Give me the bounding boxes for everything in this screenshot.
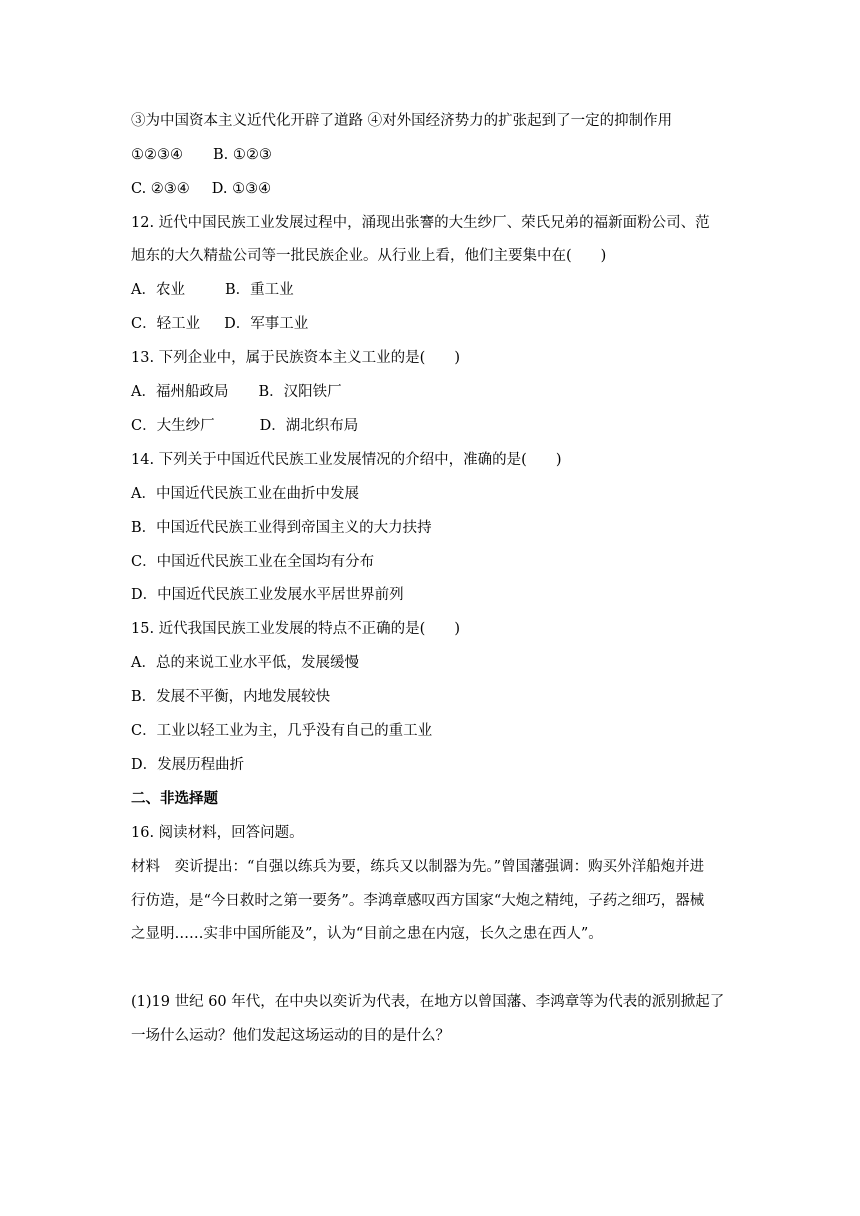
q14-option-c: C．中国近代民族工业在全国均有分布 xyxy=(131,554,375,570)
q12-stem-line-1: 12. 近代中国民族工业发展过程中，涌现出张謇的大生纱厂、荣氏兄弟的福新面粉公司、范 xyxy=(131,215,710,231)
q12-stem-line-2: 旭东的大久精盐公司等一批民族企业。从行业上看，他们主要集中在( ) xyxy=(131,248,607,264)
q13-stem: 13. 下列企业中，属于民族资本主义工业的是( ) xyxy=(131,350,460,366)
q15-stem: 15. 近代我国民族工业发展的特点不正确的是( ) xyxy=(131,621,460,637)
q12-option-c: C．轻工业 xyxy=(131,316,201,332)
q11-options-ab xyxy=(131,145,272,165)
q14-stem: 14. 下列关于中国近代民族工业发展情况的介绍中，准确的是( ) xyxy=(131,452,562,468)
q13-option-c: C．大生纱厂 xyxy=(131,418,215,434)
q16-material-line-1: 材料 奕䜣提出：“自强以练兵为要，练兵又以制器为先。”曾国藩强调：购买外洋船炮并进 xyxy=(131,859,705,875)
q11-option-line-3-4: ③为中国资本主义近代化开辟了道路 ④对外国经济势力的扩张起到了一定的抑制作用 xyxy=(131,113,673,129)
q11-option-a: ①②③④ xyxy=(131,147,183,163)
q11-option-b: B. ①②③ xyxy=(213,147,272,163)
q16-material-line-3: 之显明……实非中国所能及”，认为“目前之患在内寇，长久之患在西人”。 xyxy=(131,926,603,942)
q12-option-d: D．军事工业 xyxy=(224,316,309,332)
q13-option-d: D．湖北织布局 xyxy=(259,418,359,434)
q11-options-cd xyxy=(131,179,271,199)
q14-option-d: D．中国近代民族工业发展水平居世界前列 xyxy=(131,587,404,603)
q14-option-a: A．中国近代民族工业在曲折中发展 xyxy=(131,486,359,502)
section-heading-non-choice: 二、非选择题 xyxy=(131,790,218,807)
q12-option-b: B．重工业 xyxy=(224,282,294,298)
q13-options-ab xyxy=(131,382,342,402)
q12-options-ab xyxy=(131,280,294,300)
q13-option-b: B．汉阳铁厂 xyxy=(258,384,342,400)
q15-option-d: D．发展历程曲折 xyxy=(131,757,245,773)
q16-sub1-line-1: (1)19 世纪 60 年代，在中央以奕䜣为代表，在地方以曾国藩、李鸿章等为代表的派别掀起了 xyxy=(131,994,725,1010)
q13-options-cd xyxy=(131,416,358,436)
q15-option-c: C．工业以轻工业为主，几乎没有自己的重工业 xyxy=(131,723,433,739)
q11-option-d: D. ①③④ xyxy=(211,181,272,197)
q13-option-a: A．福州船政局 xyxy=(131,384,229,400)
q12-option-a: A．农业 xyxy=(131,282,185,298)
q16-stem: 16. 阅读材料，回答问题。 xyxy=(131,825,304,841)
q14-option-b: B．中国近代民族工业得到帝国主义的大力扶持 xyxy=(131,520,432,536)
q12-options-cd xyxy=(131,314,308,334)
q16-sub1-line-2: 一场什么运动？他们发起这场运动的目的是什么？ xyxy=(131,1028,450,1044)
q11-option-c: C. ②③④ xyxy=(131,181,190,197)
q15-option-a: A．总的来说工业水平低，发展缓慢 xyxy=(131,655,359,671)
q15-option-b: B．发展不平衡，内地发展较快 xyxy=(131,689,331,705)
q16-material-line-2: 行仿造，是“今日救时之第一要务”。李鸿章感叹西方国家“大炮之精纯，子药之细巧，器械 xyxy=(131,893,705,909)
